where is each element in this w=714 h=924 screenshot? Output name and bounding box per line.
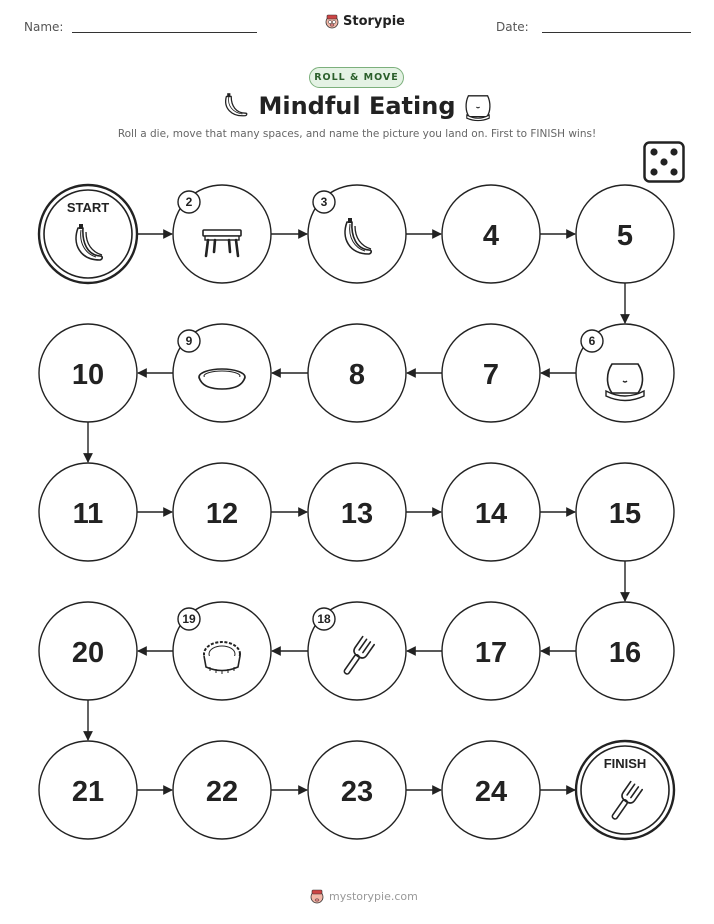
date-label: Date:	[496, 20, 529, 34]
board-space-9	[173, 324, 271, 422]
space-label: FINISH	[603, 756, 647, 771]
space-number: 2	[185, 195, 193, 209]
space-number: 18	[317, 612, 331, 626]
space-number: 24	[474, 776, 508, 808]
board-space-15	[576, 463, 674, 561]
board-space-start	[39, 185, 137, 283]
space-number: 3	[320, 195, 328, 209]
space-number: 4	[482, 220, 500, 252]
board-space-7	[442, 324, 540, 422]
space-number: 19	[182, 612, 196, 626]
bowl-icon	[199, 369, 245, 389]
board-space-19	[173, 602, 271, 700]
footer-url[interactable]: mystorypie.com	[329, 889, 418, 903]
board-space-4	[442, 185, 540, 283]
board-space-16	[576, 602, 674, 700]
board-space-12	[173, 463, 271, 561]
space-number: 8	[348, 359, 366, 391]
board-space-6	[576, 324, 674, 422]
space-label: START	[66, 200, 110, 215]
footer-pig-icon	[309, 888, 325, 904]
board-space-22	[173, 741, 271, 839]
brand-name: Storypie	[343, 13, 405, 29]
instructions: Roll a die, move that many spaces, and name the picture you land on. First to FINISH wins!	[117, 128, 597, 140]
space-number: 11	[72, 498, 104, 530]
board-space-10	[39, 324, 137, 422]
space-number: 23	[340, 776, 374, 808]
board-space-11	[39, 463, 137, 561]
space-number: 20	[71, 637, 105, 669]
space-number: 16	[608, 637, 642, 669]
space-number: 14	[474, 498, 508, 530]
board-space-23	[308, 741, 406, 839]
board-space-24	[442, 741, 540, 839]
space-number: 22	[205, 776, 239, 808]
board-space-5	[576, 185, 674, 283]
roll-move-badge: ROLL & MOVE	[309, 67, 404, 88]
board-space-finish	[576, 741, 674, 839]
board-space-2	[173, 185, 271, 283]
space-number: 10	[71, 359, 105, 391]
board-space-8	[308, 324, 406, 422]
board-space-18	[308, 602, 406, 700]
space-number: 21	[71, 776, 105, 808]
name-label: Name:	[24, 20, 64, 34]
space-number: 17	[474, 637, 508, 669]
page-title: Mindful Eating	[258, 92, 456, 120]
space-number: 15	[608, 498, 642, 530]
board-space-20	[39, 602, 137, 700]
space-number: 9	[185, 334, 193, 348]
footer	[309, 888, 418, 904]
space-number: 7	[482, 359, 500, 391]
space-number: 6	[588, 334, 596, 348]
space-number: 13	[340, 498, 374, 530]
board-space-13	[308, 463, 406, 561]
board-space-21	[39, 741, 137, 839]
board-space-17	[442, 602, 540, 700]
space-number: 5	[616, 220, 634, 252]
board-space-3	[308, 185, 406, 283]
board-space-14	[442, 463, 540, 561]
space-number: 12	[205, 498, 239, 530]
